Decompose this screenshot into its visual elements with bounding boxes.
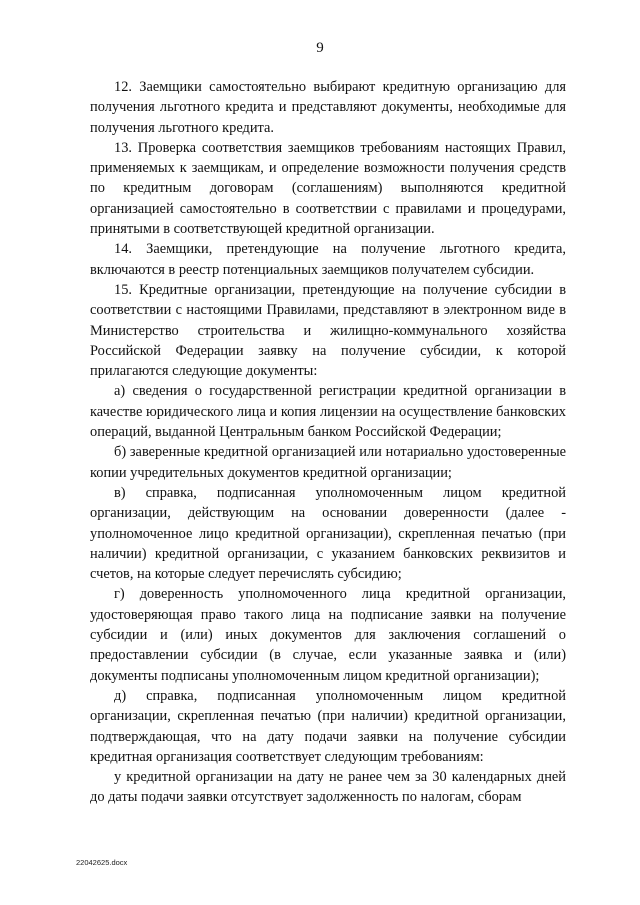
page-number: 9 — [316, 40, 324, 56]
list-item-b: б) заверенные кредитной организацией или нотариально удостоверенные копии учредительных документов кредитной организации; — [90, 444, 566, 481]
paragraph-12: 12. Заемщики самостоятельно выбирают кредитную организацию для получения льготного кредита и представляют документы, необходимые для получения льготного кредита. — [90, 79, 566, 136]
paragraph-14: 14. Заемщики, претендующие на получение льготного кредита, включаются в реестр потенциальных заемщиков получателем субсидии. — [90, 241, 566, 278]
list-item-g: г) доверенность уполномоченного лица кредитной организации, удостоверяющая право такого лица на подписание заявки на получение субсидии и (или) иных документов для заключения соглашений о предоставлении субсидии (в случае, если указанные заявка и (или) документы подписаны уполномоченным лицом кредитной организации); — [90, 586, 566, 684]
list-item-d: д) справка, подписанная уполномоченным лицом кредитной организации, скрепленная печатью (при наличии) кредитной организации, подтверждающая, что на дату подачи заявки на получение субсидии кредитная организация соответствует следующим требованиям: — [90, 687, 566, 765]
requirement-paragraph: у кредитной организации на дату не ранее чем за 30 календарных дней до даты подачи заявки отсутствует задолженность по налогам, сборам — [90, 769, 566, 806]
paragraph-15: 15. Кредитные организации, претендующие на получение субсидии в соответствии с настоящими Правилами, представляют в электронном виде в Министерство строительства и жилищно-коммунального хозяйства Российской Федерации заявку на получение субсидии, к которой прилагаются следующие документы: — [90, 281, 566, 380]
document-body — [90, 77, 566, 808]
paragraph-13: 13. Проверка соответствия заемщиков требованиям настоящих Правил, применяемых к заемщикам, и определение возможности получения средств по кредитным договорам (соглашениям) выполняются кредитной организацией самостоятельно в соответствии с правилами и процедурами, принятыми в соответствующей кредитной организации. — [90, 139, 566, 238]
list-item-v: в) справка, подписанная уполномоченным лицом кредитной организации, действующим на основании доверенности (далее - уполномоченное лицо кредитной организации), скрепленная печатью (при наличии) кредитной организации, с указанием банковских реквизитов и счетов, на которые следует перечислять субсидию; — [90, 484, 566, 583]
footer-filename: 22042625.docx — [76, 858, 128, 867]
list-item-a: а) сведения о государственной регистрации кредитной организации в качестве юридического лица и копия лицензии на осуществление банковских операций, выданной Центральным банком Российской Федерации; — [90, 383, 566, 441]
